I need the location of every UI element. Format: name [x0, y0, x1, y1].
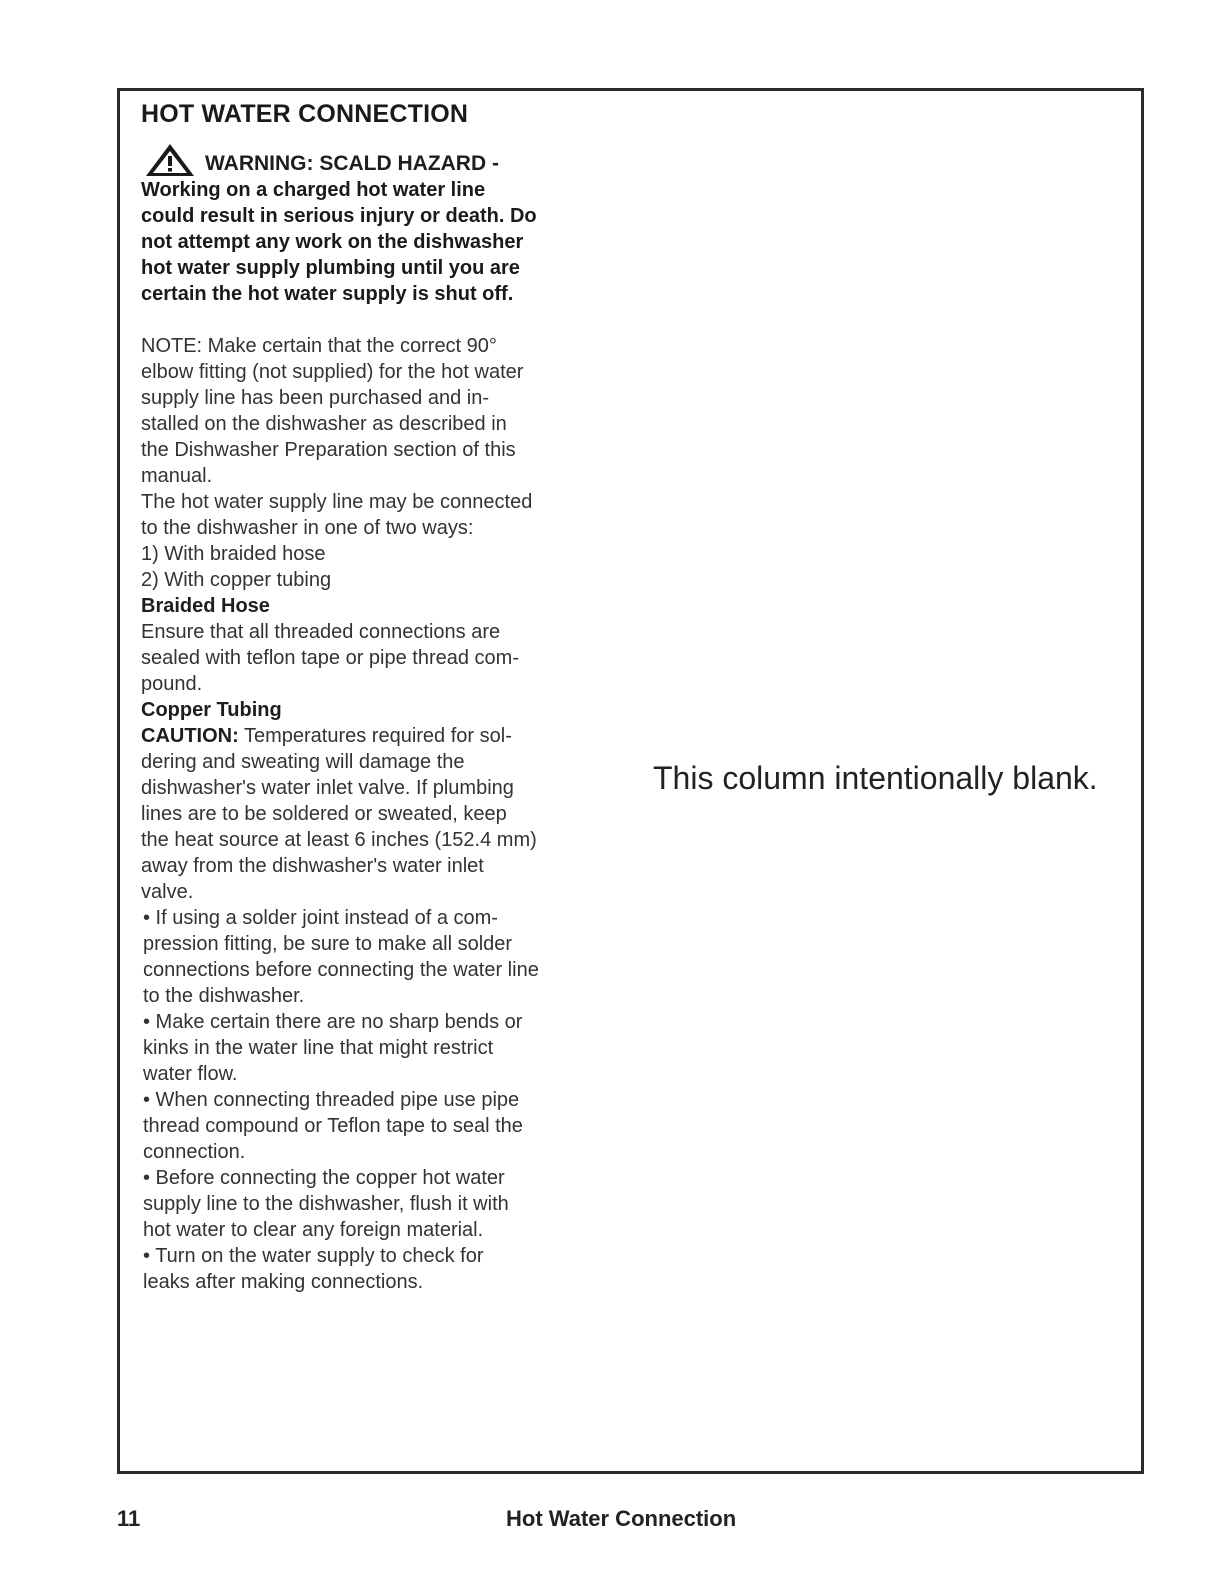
note-line: stalled on the dishwasher as described in	[141, 413, 507, 435]
braided-hose-heading: Braided Hose	[141, 595, 270, 617]
warning-line: hot water supply plumbing until you are	[141, 257, 520, 279]
bullet-item	[141, 1243, 641, 1295]
bullet-item	[141, 905, 641, 1009]
note-line: NOTE: Make certain that the correct 90°	[141, 335, 497, 357]
caution-label: CAUTION:	[141, 725, 239, 747]
braided-hose-section	[141, 593, 641, 697]
caution-line: the heat source at least 6 inches (152.4 mm)	[141, 829, 537, 851]
bullet-line: hot water to clear any foreign material.	[143, 1219, 484, 1241]
caution-line: dishwasher's water inlet valve. If plumbing	[141, 777, 514, 799]
warning-line: could result in serious injury or death. Do	[141, 205, 537, 227]
ways-line: to the dishwasher in one of two ways:	[141, 517, 474, 539]
bullet-item	[141, 1165, 641, 1243]
caution-line: away from the dishwasher's water inlet	[141, 855, 484, 877]
note-line: the Dishwasher Preparation section of this	[141, 439, 516, 461]
instructions-body	[141, 333, 641, 1295]
warning-line: Working on a charged hot water line	[141, 179, 486, 201]
blank-column-note: This column intentionally blank.	[653, 760, 1098, 796]
copper-tubing-heading: Copper Tubing	[141, 699, 282, 721]
warning-body	[141, 177, 641, 307]
bullet-line: supply line to the dishwasher, flush it with	[143, 1193, 509, 1215]
bullet-line: • Before connecting the copper hot water	[143, 1167, 505, 1189]
ways-line: 2) With copper tubing	[141, 569, 332, 591]
ways-paragraph	[141, 489, 641, 593]
content-frame	[117, 88, 1144, 1474]
bullet-item	[141, 1009, 641, 1087]
bullet-line: • Turn on the water supply to check for	[143, 1245, 484, 1267]
ways-line: 1) With braided hose	[141, 543, 326, 565]
warning-heading	[141, 143, 641, 177]
bullet-line: connections before connecting the water line	[143, 959, 539, 981]
bullet-line: water flow.	[143, 1063, 238, 1085]
note-line: supply line has been purchased and in-	[141, 387, 490, 409]
note-line: elbow fitting (not supplied) for the hot water	[141, 361, 524, 383]
braided-line: sealed with teflon tape or pipe thread com-	[141, 647, 519, 669]
bullet-line: connection.	[143, 1141, 246, 1163]
bullet-line: to the dishwasher.	[143, 985, 305, 1007]
section-title: HOT WATER CONNECTION	[141, 100, 469, 128]
warning-triangle-icon	[145, 143, 195, 177]
warning-heading-text: WARNING: SCALD HAZARD -	[205, 152, 499, 175]
bullet-list	[141, 905, 641, 1295]
bullet-line: thread compound or Teflon tape to seal the	[143, 1115, 523, 1137]
bullet-line: • If using a solder joint instead of a com-	[143, 907, 498, 929]
bullet-line: • When connecting threaded pipe use pipe	[143, 1089, 520, 1111]
note-paragraph	[141, 333, 641, 489]
copper-tubing-section	[141, 697, 641, 905]
warning-line: not attempt any work on the dishwasher	[141, 231, 524, 253]
note-line: manual.	[141, 465, 213, 487]
caution-line: valve.	[141, 881, 194, 903]
bullet-line: kinks in the water line that might restrict	[143, 1037, 494, 1059]
caution-line: dering and sweating will damage the	[141, 751, 465, 773]
page-number: 11	[117, 1506, 141, 1531]
ways-line: The hot water supply line may be connected	[141, 491, 533, 513]
warning-line: certain the hot water supply is shut off.	[141, 283, 514, 305]
braided-line: pound.	[141, 673, 203, 695]
bullet-line: leaks after making connections.	[143, 1271, 424, 1293]
caution-line: lines are to be soldered or sweated, keep	[141, 803, 507, 825]
bullet-line: • Make certain there are no sharp bends or	[143, 1011, 523, 1033]
footer-title: Hot Water Connection	[506, 1506, 737, 1531]
braided-line: Ensure that all threaded connections are	[141, 621, 501, 643]
bullet-item	[141, 1087, 641, 1165]
caution-first-line	[141, 723, 641, 749]
caution-first-text: Temperatures required for sol-	[238, 725, 512, 747]
left-column	[141, 99, 641, 1295]
bullet-line: pression fitting, be sure to make all solder	[143, 933, 513, 955]
